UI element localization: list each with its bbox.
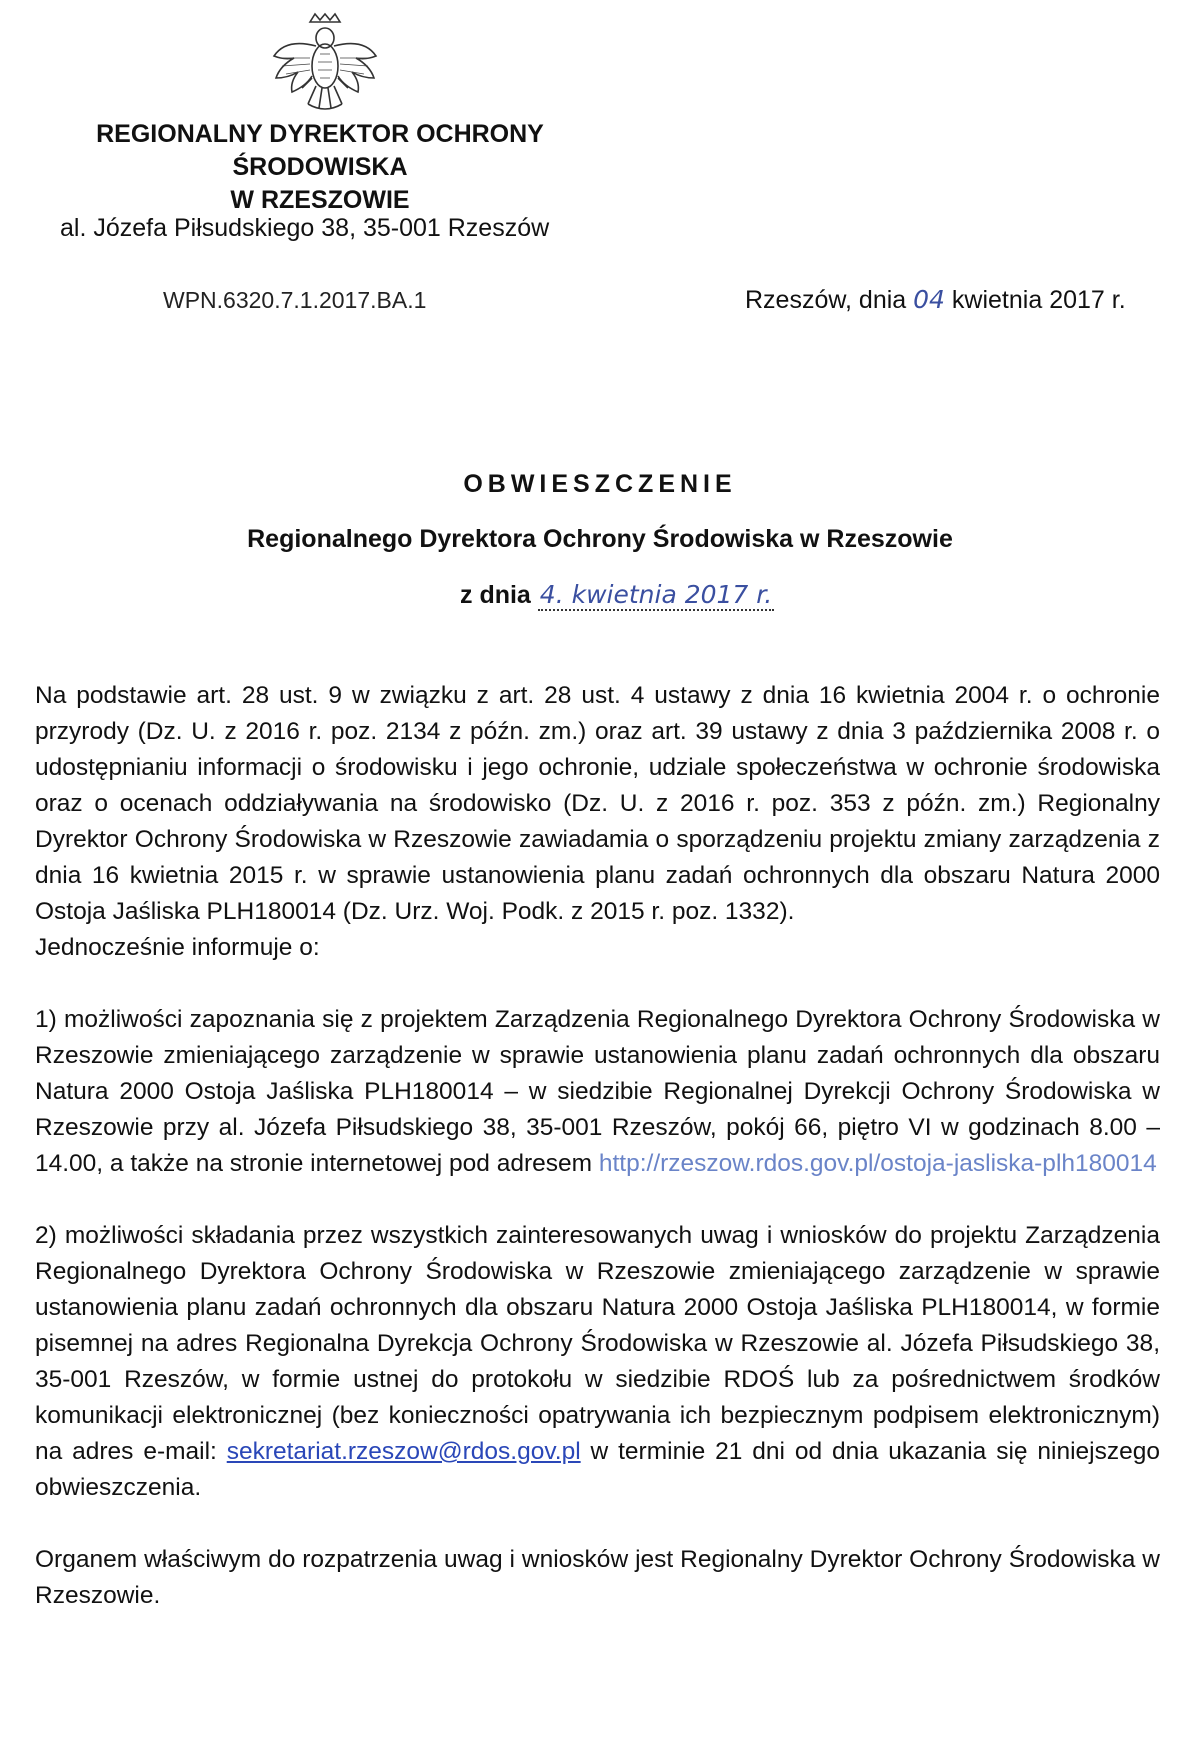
date-suffix: kwietnia 2017 r. [951, 286, 1126, 314]
paragraph-point-1 [35, 1002, 1160, 1182]
point-2-tail: w terminie 21 dni od dnia ukazania się niniejszego obwieszczenia. [35, 1438, 1160, 1501]
issue-date [460, 580, 774, 610]
point-1-text: 1) możliwości zapoznania się z projektem Zarządzenia Regionalnego Dyrektora Ochrony Środowiska w Rzeszowie zmieniającego zarządzenie w sprawie ustanowienia planu zadań ochronnych dla obszaru Natura 2000 Ostoja Jaśliska PLH180014 – w siedzibie Regionalnej Dyrekcji Ochrony Środowiska w Rzeszowie przy al. Józefa Piłsudskiego 38, 35-001 Rzeszów, pokój 66, piętro VI w godzinach 8.00 – 14.00, a także na stronie internetowej pod adresem [35, 1006, 1160, 1177]
date-handwritten: 04 [913, 285, 945, 314]
paragraph-legal-basis: Na podstawie art. 28 ust. 9 w związku z art. 28 ust. 4 ustawy z dnia 16 kwietnia 2004 r. o ochronie przyrody (Dz. U. z 2016 r. poz. 2134 z późn. zm.) oraz art. 39 ustawy z dnia 3 października 2008 r. o udostępnianiu informacji o środowisku i jego ochronie, udziale społeczeństwa w ochronie środowiska oraz o ocenach oddziaływania na środowisko (Dz. U. z 2016 r. poz. 353 z późn. zm.) Regionalny Dyrektor Ochrony Środowiska w Rzeszowie zawiadamia o sporządzeniu projektu zmiany zarządzenia z dnia 16 kwietnia 2015 r. w sprawie ustanowienia planu zadań ochronnych dla obszaru Natura 2000 Ostoja Jaśliska PLH180014 (Dz. Urz. Woj. Podk. z 2015 r. poz. 1332). [35, 682, 1160, 925]
document-date [745, 285, 1126, 315]
project-link[interactable]: http://rzeszow.rdos.gov.pl/ostoja-jasliska-plh180014 [598, 1150, 1157, 1177]
document-title: OBWIESZCZENIE [463, 470, 737, 498]
eagle-emblem-icon [250, 10, 400, 120]
institution-header [60, 118, 660, 217]
institution-line-3: W RZESZOWIE [230, 186, 410, 214]
institution-address: al. Józefa Piłsudskiego 38, 35-001 Rzeszów [60, 214, 550, 242]
institution-line-2: ŚRODOWISKA [232, 153, 408, 181]
date-prefix: Rzeszów, dnia [745, 286, 907, 314]
email-link[interactable]: sekretariat.rzeszow@rdos.gov.pl [226, 1438, 581, 1465]
document-body [35, 678, 1160, 1614]
reference-number: WPN.6320.7.1.2017.BA.1 [163, 287, 427, 313]
paragraph-competent-authority: Organem właściwym do rozpatrzenia uwag i wniosków jest Regionalny Dyrektor Ochrony Środowiska w Rzeszowie. [35, 1546, 1160, 1609]
paragraph-information-intro: Jednocześnie informuje o: [35, 934, 320, 961]
institution-line-1: REGIONALNY DYREKTOR OCHRONY [96, 120, 544, 148]
issue-date-handwritten: 4. kwietnia 2017 r. [539, 580, 773, 609]
document-subtitle: Regionalnego Dyrektora Ochrony Środowiska w Rzeszowie [247, 525, 953, 553]
paragraph-point-2 [35, 1218, 1160, 1506]
issue-date-label: z dnia [460, 581, 531, 609]
point-2-text: 2) możliwości składania przez wszystkich zainteresowanych uwag i wniosków do projektu Zarządzenia Regionalnego Dyrektora Ochrony Środowiska w Rzeszowie zmieniającego zarządzenie w sprawie ustanowienia planu zadań ochronnych dla obszaru Natura 2000 Ostoja Jaśliska PLH180014, w formie pisemnej na adres Regionalna Dyrekcja Ochrony Środowiska w Rzeszowie al. Józefa Piłsudskiego 38, 35-001 Rzeszów, w formie ustnej do protokołu w siedzibie RDOŚ lub za pośrednictwem środków komunikacji elektronicznej (bez konieczności opatrywania ich bezpiecznym podpisem elektronicznym) na adres e-mail: [35, 1222, 1160, 1465]
